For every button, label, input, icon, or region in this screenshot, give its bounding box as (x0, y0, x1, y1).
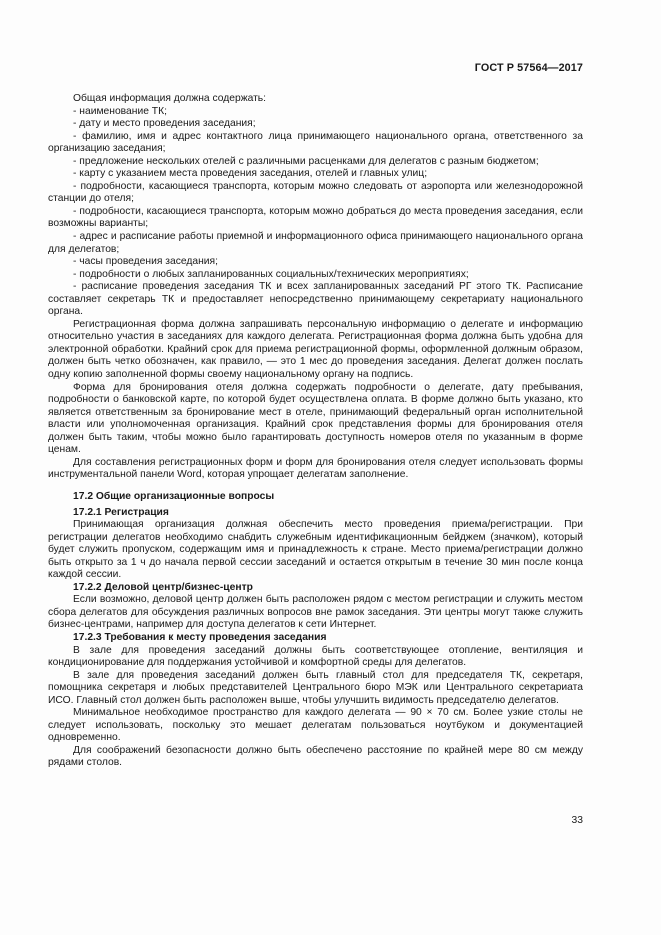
registration-form-paragraph: Регистрационная форма должна запрашивать персональную информацию о делегате и информацию относительно участия в заседаниях для каждого делегата. Регистрационная форма должна быть удобна для электронной обработки. Крайний срок для приема регистрационной формы, оформленной должным образом, должен быть четко обозначен, как правило, — это 1 мес до проведения заседания. Делегат должен послать одну копию заполненной формы своему национальному органу на подпись. (48, 318, 583, 381)
venue-paragraph: В зале для проведения заседаний должны быть соответствующее отопление, вентиляция и кондиционирование для поддержания устойчивой и комфортной среды для делегатов. (48, 644, 583, 669)
list-item: - подробности о любых запланированных социальных/технических мероприятиях; (73, 268, 469, 280)
list-item: - подробности, касающиеся транспорта, которым можно добраться до места проведения заседания, если возможны варианты; (48, 205, 583, 230)
section-17-2-1-heading: 17.2.1 Регистрация (73, 506, 169, 518)
hotel-form-paragraph: Форма для бронирования отеля должна содержать подробности о делегате, дату пребывания, подробности о банковской карте, по которой будет осуществлена оплата. В форме должно быть указано, кто является ответственным за бронирование мест в отеле, принимающий федеральный орган исполнительной власти или уполномоченная организация. Крайний срок представления формы для бронирования отеля должен быть таким, чтобы можно было гарантировать доступность номеров отеля по указанным в форме ценам. (48, 381, 583, 456)
list-item: - часы проведения заседания; (73, 256, 218, 268)
list-item: - предложение нескольких отелей с различными расценками для делегатов с разным бюджетом; (73, 155, 539, 167)
section-17-2-heading: 17.2 Общие организационные вопросы (73, 490, 275, 502)
venue-paragraph: Для соображений безопасности должно быть обеспечено расстояние по крайней мере 80 см между рядами столов. (48, 744, 583, 769)
list-item: - карту с указанием места проведения заседания, отелей и главных улиц; (73, 168, 428, 180)
registration-paragraph: Принимающая организация должная обеспечить место проведения приема/регистрации. При регистрации делегатов необходимо снабдить служебным идентификационным бейджем (значком), который будет служить пропуском, содержащим имя и принадлежность к стране. Место приема/регистрации должно быть открыто за 1 ч до начала первой сессии заседаний и остается открытым в течение 30 мин после конца каждой сессии. (48, 519, 583, 581)
section-17-2-3-heading: 17.2.3 Требования к месту проведения заседания (73, 631, 327, 643)
list-item: - адрес и расписание работы приемной и информационного офиса принимающего национального органа для делегатов; (48, 231, 583, 255)
document-body (48, 93, 583, 770)
page-number: 33 (571, 815, 583, 826)
general-info-intro: Общая информация должна содержать: (73, 93, 267, 104)
venue-paragraph: В зале для проведения заседаний должен быть главный стол для председателя ТК, секретаря, помощника секретаря и любых представителей Центрального бюро МЭК или Центрального секретариата ИСО. Главный стол должен быть расположен выше, чтобы улучшить видимость председателю делегатов. (48, 669, 583, 706)
list-item: - расписание проведения заседания ТК и всех запланированных заседаний РГ этого ТК. Расписание составляет секретарь ТК и предоставляет непосредственно принимающему секретариату национального органа. (48, 281, 583, 318)
venue-paragraph: Минимальное необходимое пространство для каждого делегата — 90 × 70 см. Более узкие столы не следует использовать, поскольку это мешает делегатам пользоваться ноутбуком и документацией одновременно. (48, 707, 583, 744)
list-item: - подробности, касающиеся транспорта, которым можно следовать от аэропорта или железнодорожной станции до отеля; (48, 180, 583, 205)
standard-header: ГОСТ Р 57564—2017 (474, 62, 583, 74)
business-center-paragraph: Если возможно, деловой центр должен быть расположен рядом с местом регистрации и служить местом сбора делегатов для обсуждения различных вопросов вне рамок заседания. Эти центры могут также служить бизнес-центрами, например для доступа делегатов к сети Интернет. (48, 594, 583, 631)
list-item: - фамилию, имя и адрес контактного лица принимающего национального органа, ответственного за организацию заседания; (48, 130, 583, 155)
word-forms-paragraph: Для составления регистрационных форм и форм для бронирования отеля следует использовать формы инструментальной панели Word, которая упрощает делегатам заполнение. (48, 456, 583, 481)
section-17-2-2-heading: 17.2.2 Деловой центр/бизнес-центр (73, 581, 253, 593)
list-item: - дату и место проведения заседания; (73, 118, 256, 130)
list-item: - наименование ТК; (73, 105, 167, 117)
